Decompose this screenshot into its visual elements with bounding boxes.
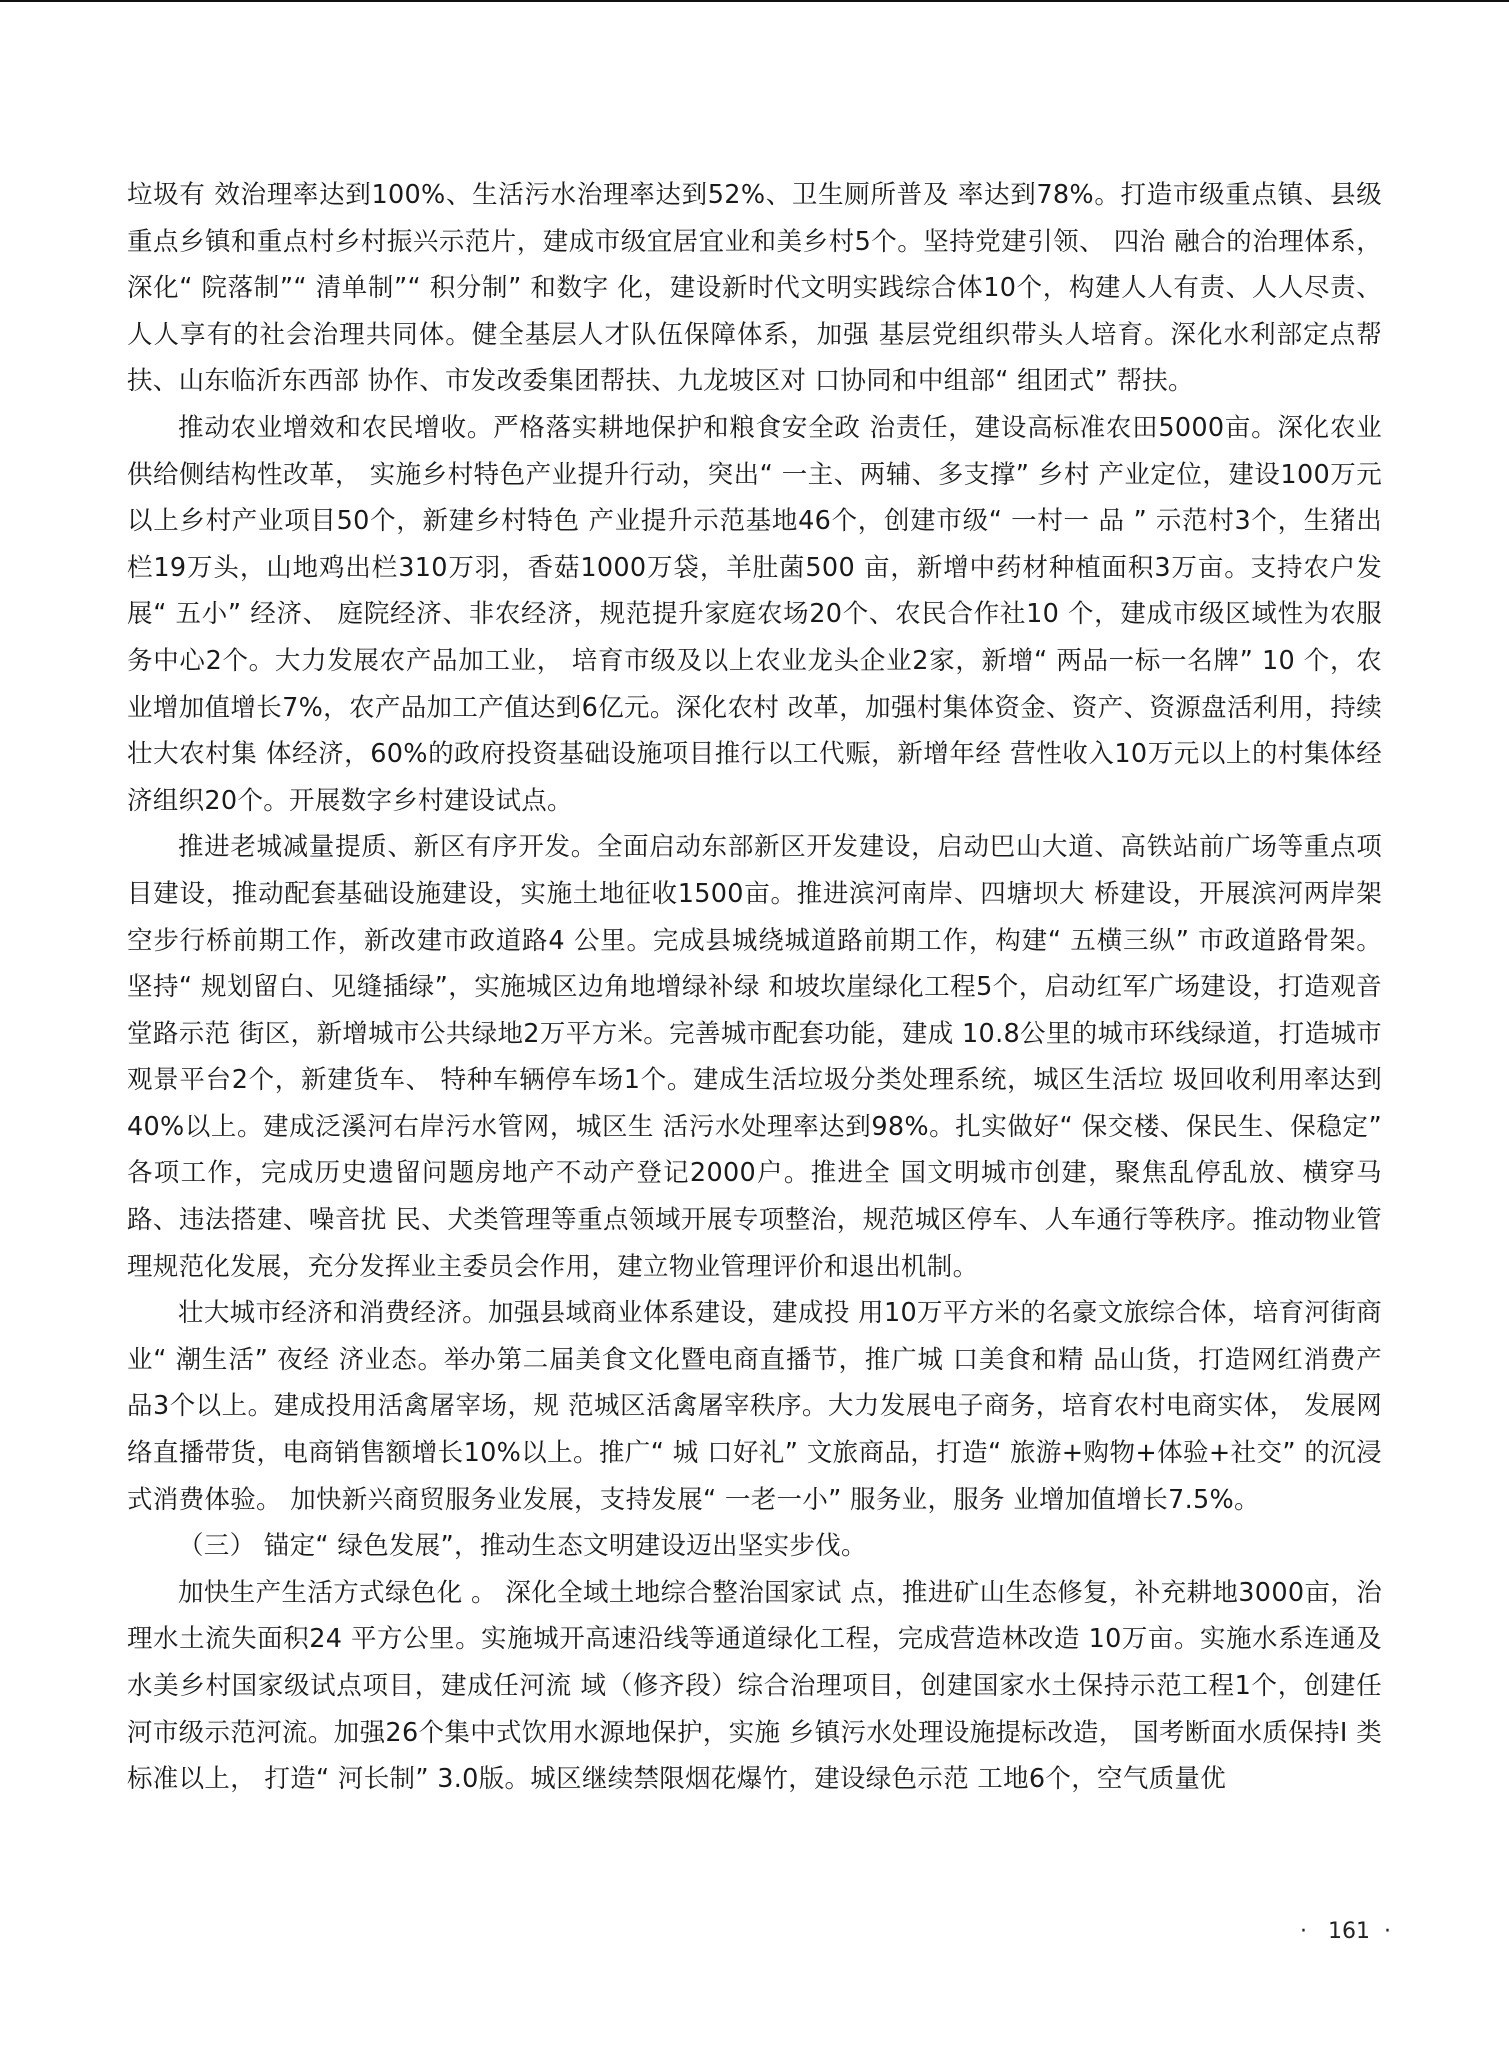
paragraph-green-lifestyle: 加快生产生活方式绿色化 。 深化全域土地综合整治国家试 点，推进矿山生态修复，补充耕地3000亩，治理水土流失面积24 平方公里。实施城开高速沿线等通道绿化工程，完成营造林改造 10万亩。实施水系连通及水美乡村国家级试点项目，建成任河流 域（修齐段）综合治理项目，创建国家水土保持示范工程1个，创建任河市级示范河流。加强26个集中式饮用水源地保护，实施 乡镇污水处理设施提标改造， 国考断面水质保持I 类标准以上， 打造“ 河长制” 3.0版。城区继续禁限烟花爆竹，建设绿色示范 工地6个，空气质量优 (127, 1577, 1382, 1795)
document-body (127, 172, 1382, 1803)
paragraph-consumer-economy: 壮大城市经济和消费经济。加强县域商业体系建设，建成投 用10万平方米的名豪文旅综合体，培育河街商业“ 潮生活” 夜经 济业态。举办第二届美食文化暨电商直播节，推广城 口美食和精 品山货，打造网红消费产品3个以上。建成投用活禽屠宰场，规 范城区活禽屠宰秩序。大力发展电子商务，培育农村电商实体， 发展网络直播带货，电商销售额增长10%以上。推广“ 城 口好礼” 文旅商品，打造“ 旅游+购物+体验+社交” 的沉浸式消费体验。 加快新兴商贸服务业发展，支持发展“ 一老一小” 服务业，服务 业增加值增长7.5%。 (127, 1298, 1383, 1515)
paragraph-agriculture: 推动农业增效和农民增收。严格落实耕地保护和粮食安全政 治责任，建设高标准农田5000亩。深化农业供给侧结构性改革， 实施乡村特色产业提升行动，突出“ 一主、两辅、多支撑” 乡村 产业定位，建设100万元以上乡村产业项目50个，新建乡村特色 产业提升示范基地46个，创建市级“ 一村一 品 ” 示范村3个，生猪出栏19万头，山地鸡出栏310万羽，香菇1000万袋，羊肚菌500 亩，新增中药材种植面积3万亩。支持农户发展“ 五小” 经济、 庭院经济、非农经济，规范提升家庭农场20个、农民合作社10 个，建成市级区域性为农服务中心2个。大力发展农产品加工业， 培育市级及以上农业龙头企业2家，新增“ 两品一标一名牌” 10 个，农业增加值增长7%，农产品加工产值达到6亿元。深化农村 改革，加强村集体资金、资产、资源盘活利用，持续壮大农村集 体经济，60%的政府投资基础设施项目推行以工代赈，新增年经 营性收入10万元以上的村集体经济组织20个。开展数字乡村建设试点。 (127, 412, 1382, 816)
page-number: · 161 · (1300, 1919, 1391, 1944)
paragraph-rural-governance: 垃圾有 效治理率达到100%、生活污水治理率达到52%、卫生厕所普及 率达到78%。打造市级重点镇、县级重点乡镇和重点村乡村振兴示范片，建成市级宜居宜业和美乡村5个。坚持党建引领、 四治 融合的治理体系，深化“ 院落制”“ 清单制”“ 积分制” 和数字 化，建设新时代文明实践综合体10个，构建人人有责、人人尽责、 人人享有的社会治理共同体。健全基层人才队伍保障体系，加强 基层党组织带头人培育。深化水利部定点帮扶、山东临沂东西部 协作、市发改委集团帮扶、九龙坡区对 口协同和中组部“ 组团式” 帮扶。 (127, 180, 1382, 397)
page-top-border (0, 0, 1509, 2)
section-heading-green-development: （三） 锚定“ 绿色发展”，推动生态文明建设迈出坚实步伐。 (178, 1531, 867, 1562)
paragraph-urban-development: 推进老城减量提质、新区有序开发。全面启动东部新区开发建设，启动巴山大道、高铁站前广场等重点项目建设，推动配套基础设施建设，实施土地征收1500亩。推进滨河南岸、四塘坝大 桥建设，开展滨河两岸架空步行桥前期工作，新改建市政道路4 公里。完成县城绕城道路前期工作，构建“ 五横三纵” 市政道路骨架。坚持“ 规划留白、见缝插绿”，实施城区边角地增绿补绿 和坡坎崖绿化工程5个，启动红军广场建设，打造观音堂路示范 街区，新增城市公共绿地2万平方米。完善城市配套功能，建成 10.8公里的城市环线绿道，打造城市观景平台2个，新建货车、 特种车辆停车场1个。建成生活垃圾分类处理系统，城区生活垃 圾回收利用率达到40%以上。建成泛溪河右岸污水管网，城区生 活污水处理率达到98%。扎实做好“ 保交楼、保民生、保稳定” 各项工作，完成历史遗留问题房地产不动产登记2000户。推进全 国文明城市创建，聚焦乱停乱放、横穿马路、违法搭建、噪音扰 民、犬类管理等重点领域开展专项整治，规范城区停车、人车通行等秩序。推动物业管理规范化发展，充分发挥业主委员会作用，建立物业管理评价和退出机制。 (127, 832, 1382, 1282)
